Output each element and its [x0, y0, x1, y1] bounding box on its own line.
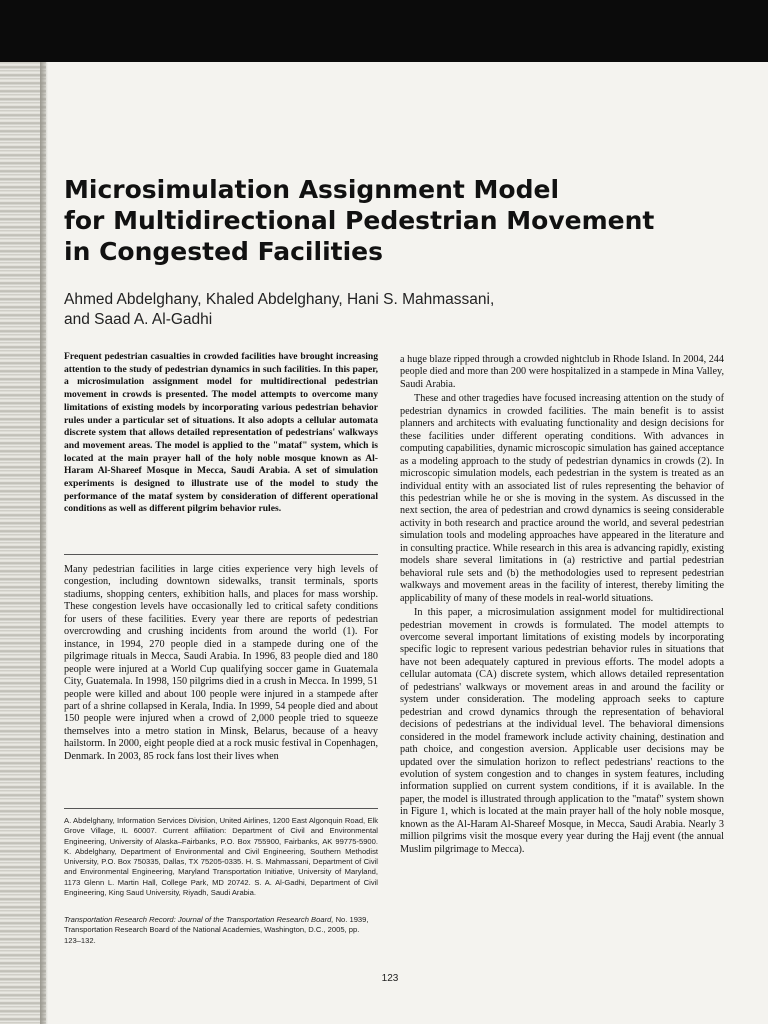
- intro-paragraph: Many pedestrian facilities in large cities experience very high levels of congestion, including downtown sidewalks, transit terminals, sports stadiums, shopping centers, exhibition halls, and places for mass worship. These congestion levels have occasionally led to critical safety conditions for users of these facilities. Every year there are reports of pedestrian overcrowding and crushing incidents from around the world (1). For instance, in 1994, 270 people died in a stampede during one of the pilgrimage rituals in Mecca, Saudi Arabia. In 1996, 83 people died and 180 people were injured at a World Cup qualifying soccer game in Guatemala City, Guatemala. In 1998, 150 pilgrims died in a crush in Mecca. In 1999, 51 people were killed and about 100 people were injured in a stampede after part of a shrine collapsed in Kerala, India. In 1999, 54 people died and about 150 people were injured when a crowd of 2,000 people tried to squeeze themselves into a metro station in Minsk, Belarus, because of a heavy hailstorm. In 2000, eight people died at a rock music festival in Copenhagen, Denmark. In 2003, 85 rock fans lost their lives when: [64, 564, 378, 762]
- scan-top-band: [0, 0, 768, 62]
- right-column: [400, 354, 724, 856]
- abstract-divider: [64, 554, 378, 555]
- author-affiliations: A. Abdelghany, Information Services Division, United Airlines, 1200 East Algonquin Road, Elk Grove Village, IL 60007. Current affiliation: Department of Civil and Environmental Engineering, University of Alaska–Fairbanks, P.O. Box 755900, Fairbanks, AK 99775-5900. K. Abdelghany, Department of Environmental and Civil Engineering, Southern Methodist University, P.O. Box 750335, Dallas, TX 75205-0335. H. S. Mahmassani, Department of Civil and Environmental Engineering, Maryland Transportation Initiative, University of Maryland, 1173 Glenn L. Martin Hall, College Park, MD 20742. S. A. Al-Gadhi, Department of Civil Engineering, King Saud University, Riyadh, Saudi Arabia.: [64, 816, 378, 898]
- body-paragraph-3: In this paper, a microsimulation assignment model for multidirectional pedestrian movement in crowds is formulated. The model attempts to overcome several important limitations of existing models by incorporating specific logic to represent various pedestrian behavior rules in situations that have not been adequately captured in previous efforts. The model adopts a cellular automata (CA) discrete system, which allows detailed representation of pedestrians' walkways or movement areas in and around the facility or system under consideration. The modeling approach seeks to capture pedestrian and crowd dynamics through the representation of behavioral decisions of pedestrians at the individual level. The behavioral dimensions considered in the model framework include activity chaining, destination and path choice, and congestion aversion. Applicable user decisions may be updated over the simulation horizon to reflect pedestrians' reactions to the evolution of system congestion and to changes in system features, including information supplied on current system conditions, if it is available. In the paper, the model is illustrated through application to the "mataf" system shown in Figure 1, which is located at the main prayer hall of the holy noble mosque, known as the Al-Haram Al-Shareef Mosque, in Mecca, Saudi Arabia. Nearly 3 million pilgrims visit the mosque every year during the Hajj event (the annual Muslim pilgrimage to Mecca).: [400, 607, 724, 855]
- body-paragraph-1: a huge blaze ripped through a crowded nightclub in Rhode Island. In 2004, 244 people died and more than 200 were hospitalized in a stampede in Mina Valley, Saudi Arabia.: [400, 354, 724, 390]
- title-line-3: in Congested Facilities: [64, 237, 383, 266]
- footnote-divider: [64, 808, 378, 809]
- abstract: Frequent pedestrian casualties in crowded facilities have brought increasing attention to the study of pedestrian dynamics in such facilities. In this paper, a microsimulation assignment model for multidirectional pedestrian movement in crowds is presented. The model attempts to overcome many limitations of existing models by incorporating various pedestrian behavior rules under a particular set of situations. It also adopts a cellular automata discrete system that allows detailed representation of pedestrians' walkways and movement areas. The model is applied to the "mataf" system, which is located at the main prayer hall of the holy noble mosque known as Al-Haram Al-Shareef Mosque in Mecca, Saudi Arabia. A set of simulation experiments is designed to illustrate use of the model to study the performance of the mataf system by consideration of different operational conditions as well as different pilgrim behavior rules.: [64, 351, 378, 515]
- authors-line-1: Ahmed Abdelghany, Khaled Abdelghany, Hani S. Mahmassani,: [64, 291, 495, 308]
- citation: [64, 915, 378, 946]
- authors-line-2: and Saad A. Al-Gadhi: [64, 311, 213, 328]
- paper-title: [64, 174, 724, 267]
- author-list: [64, 290, 724, 330]
- page-number: 123: [381, 973, 399, 984]
- body-paragraph-2: These and other tragedies have focused increasing attention on the study of pedestrian dynamics in crowded facilities. The main benefit is to assist planners and architects with evaluating functionality and design decisions for these facilities under different operating conditions. With advances in computing capabilities, dynamic microscopic simulation has gained acceptance as a modeling approach to the study of pedestrian dynamics in crowds (2). In microscopic simulation models, each pedestrian in the system is treated as an individual entity with an associated list of rules representing the behavior of this pedestrian while he or she is moving in the system. As discussed in the next section, the area of pedestrian and crowd dynamics is seeing considerable activity in both research and practice around the world, and several pedestrian simulation tools and modeling approaches have appeared in the literature and in consulting practice. While research in this area is advancing rapidly, existing models share several limitations in (a) restrictive and partial pedestrian behavioral rule sets and (b) the methodologies used to represent pedestrian walkways and movement areas in the facility of interest, thereby limiting the applicability of many of these models in real-world situations.: [400, 393, 724, 604]
- left-column: [64, 564, 378, 763]
- title-line-1: Microsimulation Assignment Model: [64, 175, 560, 204]
- scan-binding-shadow: [40, 62, 48, 1024]
- citation-journal: Transportation Research Record: Journal of the Transportation Research Board,: [64, 915, 334, 924]
- citation-details: No. 1939, Transportation Research Board of the National Academies, Washington, D.C., 2005, pp. 123–132.: [64, 915, 369, 945]
- title-line-2: for Multidirectional Pedestrian Movement: [64, 206, 655, 235]
